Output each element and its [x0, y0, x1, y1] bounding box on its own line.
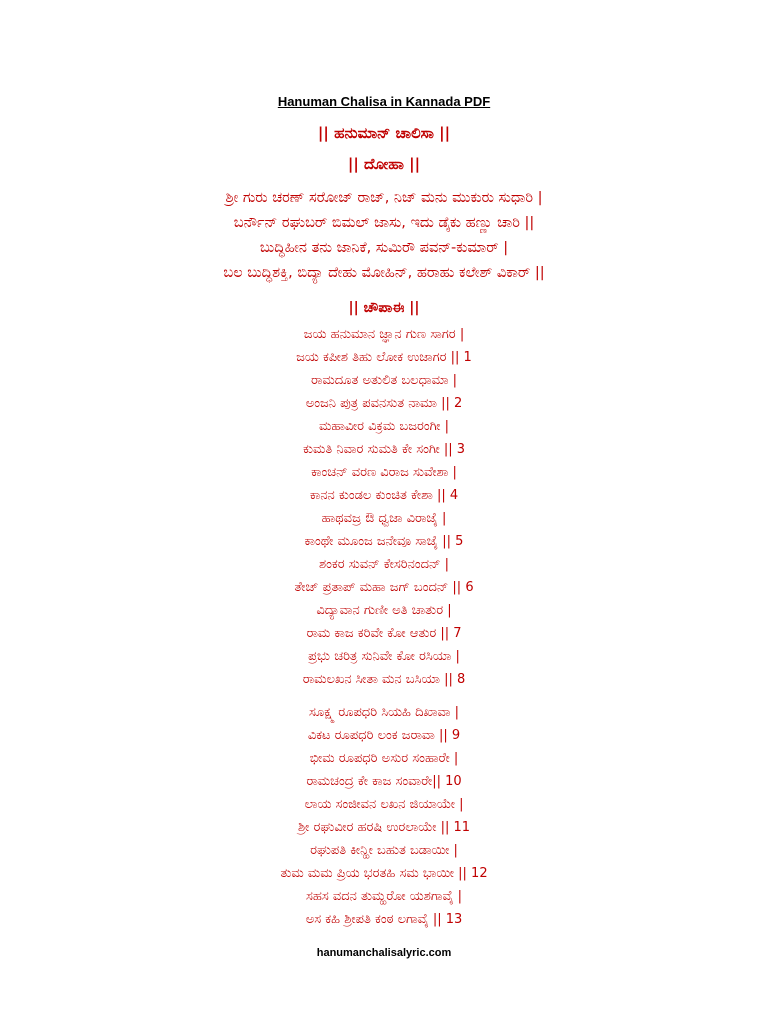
verse-line: ಭೀಮ ರೂಪಧರಿ ಅಸುರ ಸಂಹಾರೇ |	[309, 751, 459, 766]
verse-line: ಕಾಂಚನ್ ವರಣ ವಿರಾಜ ಸುವೇಶಾ |	[311, 465, 457, 480]
verse-line: ಜಯ ಕಪೀಶ ತಿಹು ಲೋಕ ಉಜಾಗರ || 1	[296, 350, 472, 365]
verse-line: ರಾಮ ಕಾಜ ಕರಿವೇ ಕೋ ಆತುರ || 7	[306, 626, 462, 641]
verse-line: ವಿಕಟ ರೂಪಧರಿ ಲಂಕ ಜರಾವಾ || 9	[307, 728, 461, 743]
verse-line: ಪ್ರಭು ಚರಿತ್ರ ಸುನಿವೇ ಕೋ ರಸಿಯಾ |	[308, 649, 460, 664]
footer-website: hanumanchalisalyric.com	[316, 947, 452, 959]
heading-chaupai: || ಚೌಪಾಈ ||	[348, 300, 420, 316]
heading-hanuman-chalisa: || ಹನುಮಾನ್ ಚಾಲಿಸಾ ||	[317, 124, 451, 142]
verse-line: ಜಯ ಹನುಮಾನ ಜ್ಞಾನ ಗುಣ ಸಾಗರ |	[303, 327, 465, 342]
verse-line: ಮಹಾವೀರ ವಿಕ್ರಮ ಬಜರಂಗೀ |	[319, 419, 449, 434]
verse-line: ಕುಮತಿ ನಿವಾರ ಸುಮತಿ ಕೇ ಸಂಗೀ || 3	[302, 442, 466, 457]
verse-line: ಕಾಂಥೇ ಮೂಂಜ ಜನೇವೂ ಸಾಜೈ || 5	[304, 534, 464, 549]
doha-line: ಶ್ರೀ ಗುರು ಚರಣ್ ಸರೋಜ್ ರಾಜ್, ನಿಜ್ ಮನು ಮುಕುರು ಸುಧಾರಿ |	[225, 190, 543, 206]
verse-line: ರಾಮದೂತ ಅತುಲಿತ ಬಲಧಾಮಾ |	[310, 373, 458, 388]
verse-line: ವಿದ್ಯಾವಾನ ಗುಣೀ ಅತಿ ಚಾತುರ |	[316, 603, 452, 618]
doha-section	[0, 186, 768, 286]
doha-line: ಬುದ್ಧಿಹೀನ ತನು ಜಾನಿಕೆ, ಸುಮಿರೌ ಪವನ್-ಕುಮಾರ್ |	[259, 240, 509, 256]
verse-gap	[0, 691, 768, 701]
verse-line: ತುಮ ಮಮ ಪ್ರಿಯ ಭರತಹಿ ಸಮ ಭಾಯೀ || 12	[280, 866, 488, 881]
verse-line: ರಾಮಲಖನ ಸೀತಾ ಮನ ಬಸಿಯಾ || 8	[302, 672, 466, 687]
verse-line: ಸೂಕ್ಷ್ಮ ರೂಪಧರಿ ಸಿಯಹಿ ದಿಖಾವಾ |	[309, 705, 459, 720]
verse-line: ಅಸ ಕಹಿ ಶ್ರೀಪತಿ ಕಂಠ ಲಗಾವೈ || 13	[305, 912, 463, 927]
heading-doha: || ದೋಹಾ ||	[347, 155, 421, 173]
doha-line: ಬರ್ನೌನ್ ರಘುಬರ್ ಬಿಮಲ್ ಜಾಸು, ಇದು ಡೈಕು ಹಣ್ಣು ಚಾರಿ ||	[233, 215, 535, 231]
doha-line: ಬಲ ಬುದ್ಧಿಶಕ್ತಿ, ಬಿದ್ಯಾ ದೇಹು ಮೋಹಿನ್, ಹರಾಹು ಕಲೇಶ್ ವಿಕಾರ್ ||	[223, 265, 545, 281]
verse-line: ಶ್ರೀ ರಘುವೀರ ಹರಷಿ ಉರಲಾಯೇ || 11	[297, 820, 471, 835]
verse-line: ಶಂಕರ ಸುವನ್ ಕೇಸರಿನಂದನ್ |	[319, 557, 449, 572]
verse-line: ಹಾಥವಜ್ರ ಔ ಧ್ವಜಾ ವಿರಾಜೈ |	[321, 511, 447, 526]
verse-line: ತೇಜ್ ಪ್ರತಾಪ್ ಮಹಾ ಜಗ್ ಬಂದನ್ || 6	[294, 580, 474, 595]
verse-line: ರಘುಪತಿ ಕೀನ್ಹೀ ಬಹುತ ಬಡಾಯೀ |	[310, 843, 458, 858]
verse-line: ಕಾನನ ಕುಂಡಲ ಕುಂಚಿತ ಕೇಶಾ || 4	[309, 488, 459, 503]
verse-line: ಸಹಸ ವದನ ತುಮ್ಹರೋ ಯಶಗಾವೈ |	[305, 889, 463, 904]
chaupai-section	[0, 323, 768, 931]
verse-line: ಲಾಯ ಸಂಜೀವನ ಲಖನ ಜಿಯಾಯೇ |	[304, 797, 464, 812]
verse-line: ಅಂಜನಿ ಪುತ್ರ ಪವನಸುತ ನಾಮಾ || 2	[305, 396, 463, 411]
verse-line: ರಾಮಚಂದ್ರ ಕೇ ಕಾಜ ಸಂವಾರೇ|| 10	[306, 774, 462, 789]
document-title: Hanuman Chalisa in Kannada PDF	[277, 94, 491, 109]
